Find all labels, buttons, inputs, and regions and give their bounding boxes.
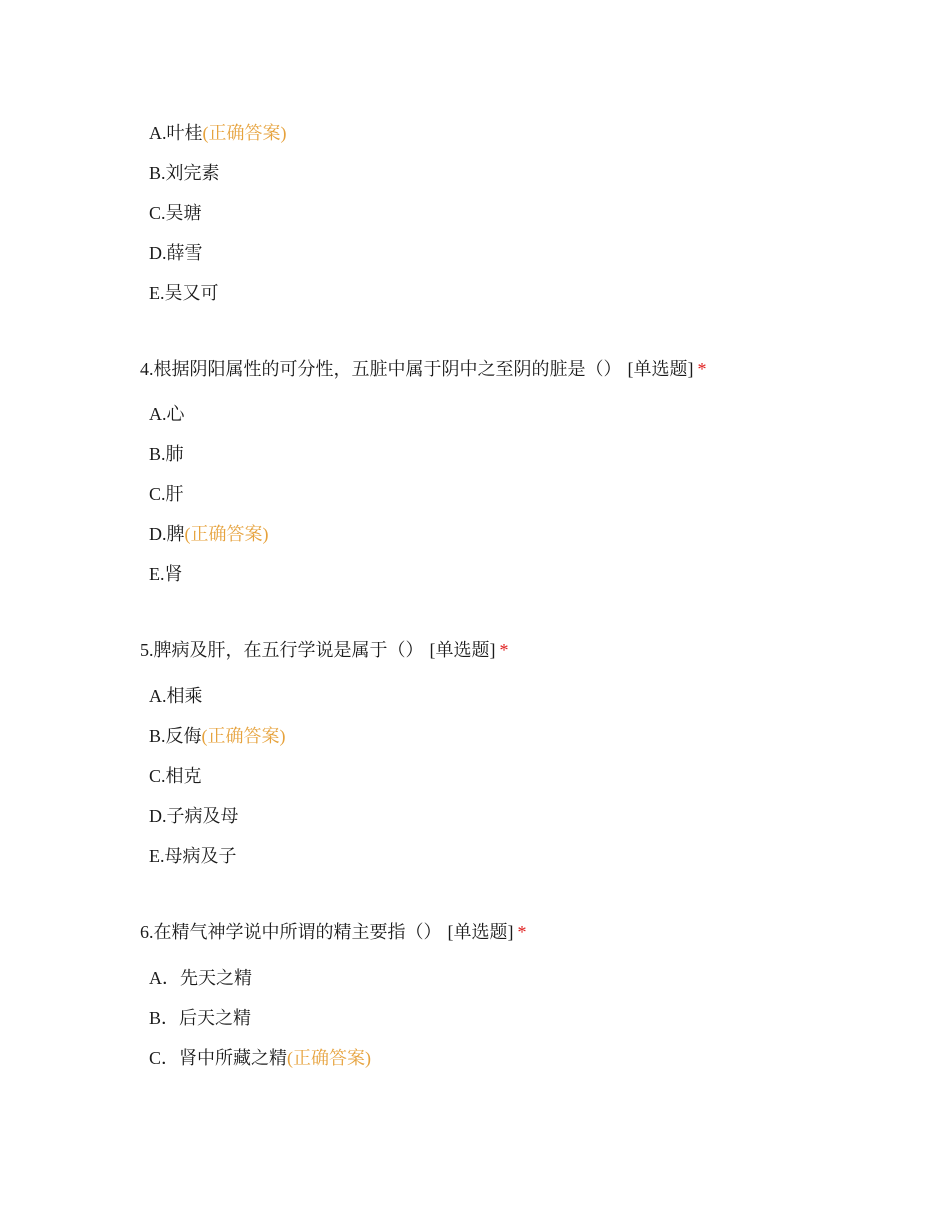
question-text: 4.根据阴阳属性的可分性，五脏中属于阴中之至阴的脏是（） — [140, 359, 622, 379]
correct-answer-marker: (正确答案) — [184, 524, 269, 544]
correct-answer-marker: (正确答案) — [202, 123, 287, 143]
required-star: * — [499, 640, 509, 660]
option-5a — [149, 685, 203, 707]
question-type-tag: [单选题] — [429, 640, 496, 660]
option-label: C．肾中所藏之精 — [149, 1048, 288, 1068]
option-label: D.薛雪 — [149, 243, 203, 263]
option-5d — [149, 805, 239, 827]
option-5b — [149, 725, 286, 747]
option-4e — [149, 563, 183, 585]
option-5c — [149, 765, 202, 787]
option-label: A.心 — [149, 404, 185, 424]
required-star: * — [697, 359, 707, 379]
option-label: C.吴瑭 — [149, 203, 202, 223]
option-label: A．先天之精 — [149, 968, 252, 988]
option-3e — [149, 282, 219, 304]
option-4d — [149, 523, 269, 545]
question-title — [140, 921, 527, 943]
option-3a — [149, 122, 287, 144]
option-label: C.相克 — [149, 766, 202, 786]
option-label: D.脾 — [149, 524, 185, 544]
option-4a — [149, 403, 185, 425]
option-label: B.刘完素 — [149, 163, 220, 183]
option-3c — [149, 202, 202, 224]
option-label: E.吴又可 — [149, 283, 219, 303]
question-text: 6.在精气神学说中所谓的精主要指（） — [140, 922, 442, 942]
question-type-tag: [单选题] — [627, 359, 694, 379]
option-3d — [149, 242, 203, 264]
option-label: B.反侮 — [149, 726, 202, 746]
question-text: 5.脾病及肝，在五行学说是属于（） — [140, 640, 424, 660]
option-label: A.相乘 — [149, 686, 203, 706]
option-label: E.肾 — [149, 564, 183, 584]
option-4b — [149, 443, 184, 465]
required-star: * — [517, 922, 527, 942]
option-5e — [149, 845, 237, 867]
option-4c — [149, 483, 184, 505]
option-label: B.肺 — [149, 444, 184, 464]
option-6a — [149, 967, 252, 989]
option-label: D.子病及母 — [149, 806, 239, 826]
correct-answer-marker: (正确答案) — [287, 1048, 372, 1068]
option-label: A.叶桂 — [149, 123, 203, 143]
question-type-tag: [单选题] — [447, 922, 514, 942]
correct-answer-marker: (正确答案) — [201, 726, 286, 746]
option-label: B．后天之精 — [149, 1008, 252, 1028]
question-title — [140, 639, 509, 661]
question-title — [140, 358, 707, 380]
option-label: E.母病及子 — [149, 846, 237, 866]
option-3b — [149, 162, 220, 184]
option-6c — [149, 1047, 371, 1069]
option-6b — [149, 1007, 251, 1029]
option-label: C.肝 — [149, 484, 184, 504]
